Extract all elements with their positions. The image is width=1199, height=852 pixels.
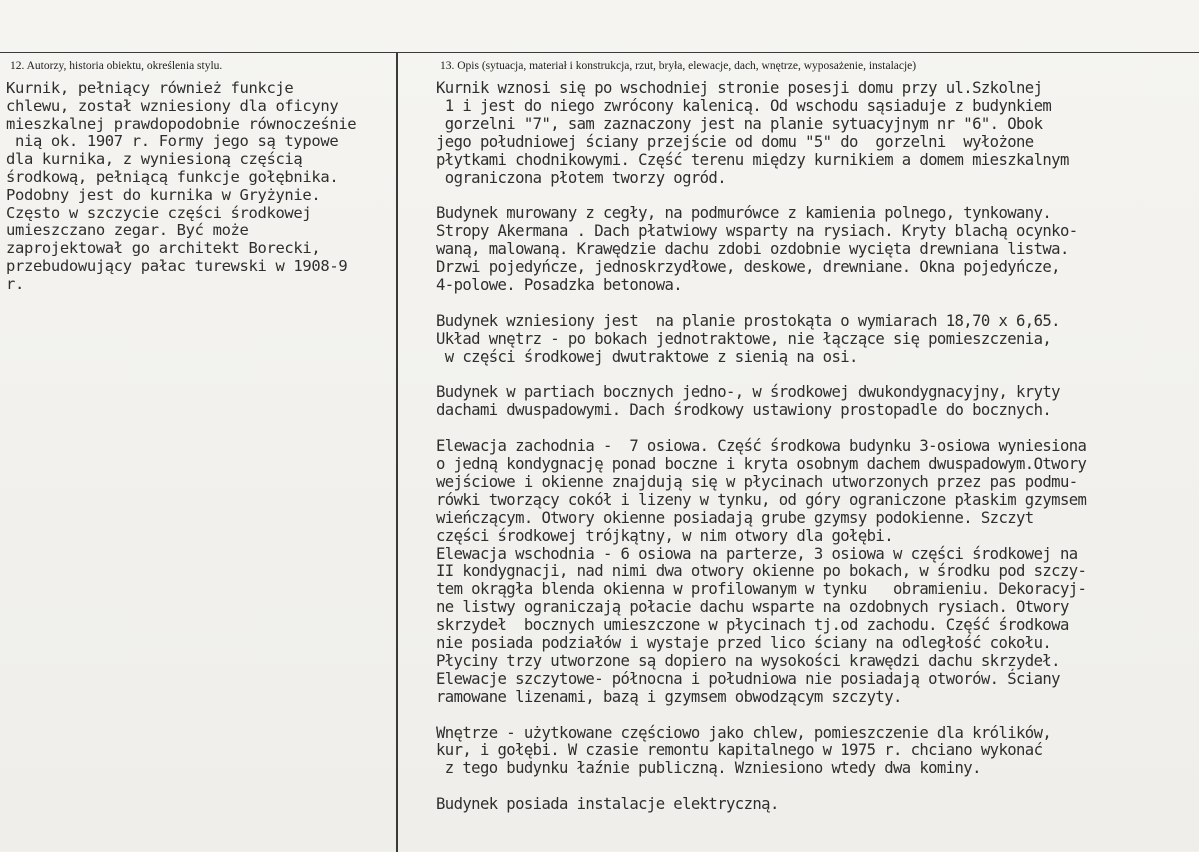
description-text-line: Budynek w partiach bocznych jedno-, w środkowej dwukondygnacyjny, kryty bbox=[436, 383, 1060, 402]
column-divider bbox=[396, 52, 398, 852]
description-text-line: Kurnik wznosi się po wschodniej stronie posesji domu przy ul.Szkolnej bbox=[436, 79, 1043, 97]
description-text-line: w części środkowej dwutraktowe z sienią na osi. bbox=[436, 347, 858, 366]
description-text-line: Wnętrze - użytkowane częściowo jako chlew, pomieszczenie dla królików, bbox=[436, 723, 1052, 742]
description-paragraph bbox=[436, 205, 1196, 295]
description-text-line: wieńczącym. Otwory okienne posiadają grube gzymsy podokienne. Szczyt bbox=[436, 508, 1034, 527]
description-text-line: Budynek wzniesiony jest na planie prostokąta o wymiarach 18,70 x 6,65. bbox=[436, 311, 1060, 330]
description-text-line: części środkowej trójkątny, w nim otwory dla gołębi. bbox=[436, 526, 893, 545]
description-text-line: Budynek posiada instalacje elektryczną. bbox=[436, 795, 779, 814]
description-column bbox=[436, 80, 1196, 814]
history-text-line: zaprojektował go architekt Borecki, bbox=[6, 239, 321, 258]
history-text-line: dla kurnika, z wyniesioną częścią bbox=[6, 150, 303, 169]
description-text-line: gorzelni "7", sam zaznaczony jest na planie sytuacyjnym nr "6". Obok bbox=[436, 114, 1043, 133]
header-rule bbox=[0, 52, 1199, 53]
description-text-line: nie posiada podziałów i wystaje przed lico ściany na odległość cokołu. bbox=[436, 634, 1052, 653]
history-text-line: Podobny jest do kurnika w Gryżynie. bbox=[6, 185, 321, 204]
description-paragraph bbox=[436, 384, 1196, 420]
history-text-line: mieszkalnej prawdopodobnie równocześnie bbox=[6, 114, 357, 133]
description-text-line: waną, malowaną. Krawędzie dachu zdobi ozdobnie wycięta drewniana listwa. bbox=[436, 240, 1069, 259]
description-text-line: z tego budynku łaźnie publiczną. Wzniesiono wtedy dwa kominy. bbox=[436, 759, 981, 778]
description-paragraph bbox=[436, 313, 1196, 367]
description-text-line: Płyciny trzy utworzone są dopiero na wysokości krawędzi dachu skrzydeł. bbox=[436, 651, 1060, 670]
description-text-line: Stropy Akermana . Dach płatwiowy wsparty na rysiach. Kryty blachą ocynko- bbox=[436, 222, 1078, 241]
description-text-line: ne listwy ograniczają połacie dachu wsparte na ozdobnych rysiach. Otwory bbox=[436, 598, 1069, 617]
history-text-line: chlewu, został wzniesiony dla oficyny bbox=[6, 96, 339, 115]
description-text-line: 1 i jest do niego zwrócony kalenicą. Od wschodu sąsiaduje z budynkiem bbox=[436, 96, 1052, 115]
description-text-line: Układ wnętrz - po bokach jednotraktowe, nie łączące się pomieszczenia, bbox=[436, 329, 1052, 348]
description-text-line: tem okrągła blenda okienna w profilowanym w tynku obramieniu. Dekoracyj- bbox=[436, 580, 1087, 599]
section-13-heading: 13. Opis (sytuacja, materiał i konstrukcja, rzut, bryła, elewacje, dach, wnętrze, wyposażenie, instalacje) bbox=[440, 60, 917, 72]
description-paragraph bbox=[436, 80, 1196, 187]
description-text-line: ramowane lizenami, bazą i gzymsem obwodzącym szczyty. bbox=[436, 687, 902, 706]
description-text-line: rówki tworzący cokół i lizeny w tynku, od góry ograniczone płaskim gzymsem bbox=[436, 490, 1087, 509]
history-text-line: r. bbox=[6, 274, 24, 293]
description-text-line: skrzydeł bocznych umieszczone w płycinach tj.od zachodu. Część środkowa bbox=[436, 616, 1069, 635]
description-text-line: Elewacje szczytowe- północna i południowa nie posiadają otworów. Ściany bbox=[436, 669, 1060, 688]
description-text-line: 4-polowe. Posadzka betonowa. bbox=[436, 275, 683, 294]
description-text-line: płytkami chodnikowymi. Część terenu między kurnikiem a domem mieszkalnym bbox=[436, 150, 1069, 169]
description-text-line: Budynek murowany z cegły, na podmurówce z kamienia polnego, tynkowany. bbox=[436, 204, 1052, 223]
description-text-line: Drzwi pojedyńcze, jednoskrzydłowe, deskowe, drewniane. Okna pojedyńcze, bbox=[436, 258, 1060, 277]
description-text-line: kur, i gołębi. W czasie remontu kapitalnego w 1975 r. chciano wykonać bbox=[436, 741, 1043, 760]
description-text-line: jego południowej ściany przejście od domu "5" do gorzelni wyłożone bbox=[436, 132, 1034, 151]
history-text-line: środkową, pełniącą funkcje gołębnika. bbox=[6, 167, 339, 186]
history-text-line: Często w szczycie części środkowej bbox=[6, 203, 312, 222]
description-text-line: dachami dwuspadowymi. Dach środkowy ustawiony prostopadle do bocznych. bbox=[436, 401, 1052, 420]
description-paragraph bbox=[436, 796, 1196, 814]
history-text-line: nią ok. 1907 r. Formy jego są typowe bbox=[6, 132, 339, 151]
history-text-line: Kurnik, pełniący również funkcje bbox=[6, 79, 294, 97]
description-text-line: ograniczona płotem tworzy ogród. bbox=[436, 168, 727, 187]
description-paragraph bbox=[436, 725, 1196, 779]
description-text-line: Elewacja zachodnia - 7 osiowa. Część środkowa budynku 3-osiowa wyniesiona bbox=[436, 437, 1087, 456]
section-12-heading: 12. Autorzy, historia obiektu, określenia stylu. bbox=[10, 60, 223, 72]
history-text-line: przebudowujący pałac turewski w 1908-9 bbox=[6, 256, 348, 275]
history-text-line: umieszczano zegar. Być może bbox=[6, 221, 249, 240]
description-text-line: Elewacja wschodnia - 6 osiowa na parterze, 3 osiowa w części środkowej na bbox=[436, 544, 1078, 563]
description-text-line: wejściowe i okienne znajdują się w płycinach utworzonych przez pas podmu- bbox=[436, 472, 1078, 491]
description-text-line: o jedną kondygnację ponad boczne i kryta osobnym dachem dwuspadowym.Otwory bbox=[436, 454, 1087, 473]
description-text-line: II kondygnacji, nad nimi dwa otwory okienne po bokach, w środku pod szczy- bbox=[436, 562, 1087, 581]
description-paragraph bbox=[436, 438, 1196, 707]
history-column bbox=[6, 80, 396, 294]
